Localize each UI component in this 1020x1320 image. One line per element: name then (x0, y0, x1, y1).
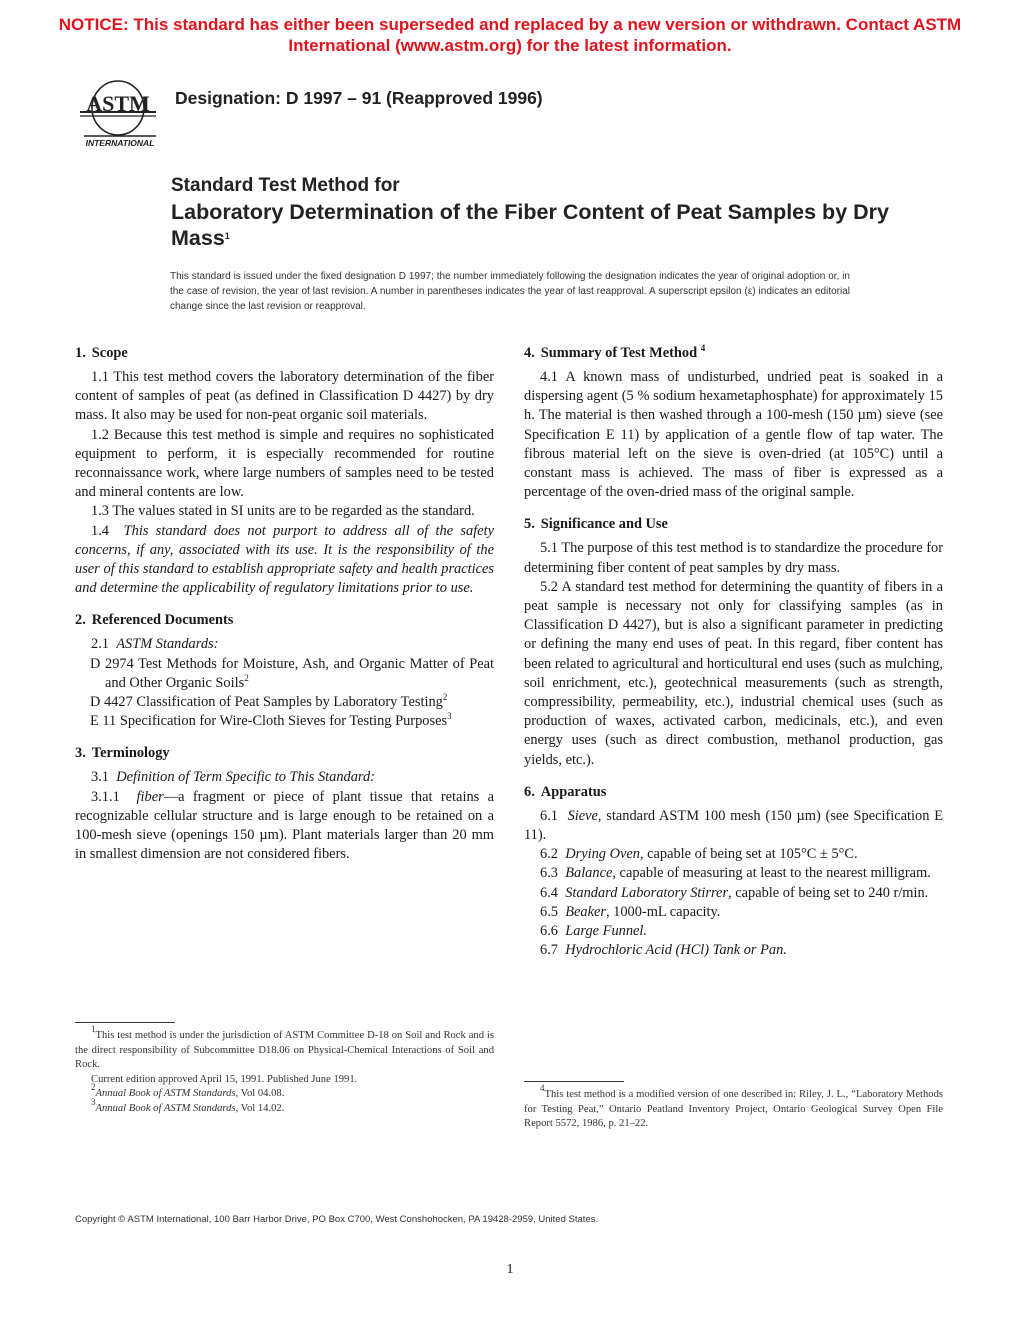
apparatus-item (524, 941, 943, 960)
footnote-1b: Current edition approved April 15, 1991. Published June 1991. (91, 1073, 358, 1085)
scope-p3: 1.3 The values stated in SI units are to be regarded as the standard. (91, 503, 475, 520)
footnote-mark: 3 (447, 711, 452, 722)
intro-paragraph: This standard is issued under the fixed designation D 1997; the number immediately following the designation indicates the year of original adoption or, in the case of revision, the year of last revision. A number in parentheses indicates the year of last reapproval. A superscript epsilon (ε) indicates an editorial change since the last revision or reapproval. (170, 271, 850, 312)
ref-d4427 (75, 693, 494, 712)
ref-text: D 4427 Classification of Peat Samples by Laboratory Testing (90, 694, 443, 711)
title-prefix: Standard Test Method for (171, 175, 400, 196)
left-column (75, 344, 494, 864)
designation: Designation: D 1997 – 91 (Reapproved 1996) (175, 88, 543, 108)
right-column (524, 344, 943, 960)
scope-p4 (75, 522, 494, 599)
significance-p1: 5.1 The purpose of this test method is to standardize the procedure for determining fiber content of peat samples by dry mass. (524, 540, 943, 576)
apparatus-term: Beaker (565, 903, 606, 920)
apparatus-term: Large Funnel. (565, 923, 648, 940)
footnote-divider (524, 1081, 624, 1082)
apparatus-text: , 1000-mL capacity. (605, 903, 721, 920)
para-number: 6.1 (540, 807, 558, 824)
terminology-p1 (75, 768, 494, 787)
scope-p1: 1.1 This test method covers the laboratory determination of the fiber content of samples of peat (as defined in Classification D 4427) by dry mass. It also may be used for non-peat organic soil materials. (75, 369, 494, 424)
ref-e11 (75, 712, 494, 731)
scope-p2: 1.2 Because this test method is simple and requires no sophisticated equipment to perform, it is especially recommended for routine reconnaissance work, where large numbers of samples need to be tested and mineral contents are low. (75, 426, 494, 501)
apparatus-term: Sieve (567, 807, 598, 824)
footnote-mark: 1 (91, 1024, 96, 1034)
apparatus-text: , capable of being set at 105°C ± 5°C. (639, 846, 858, 863)
footnote-text: , Vol 04.08. (235, 1088, 285, 1099)
significance-p2: 5.2 A standard test method for determining the quantity of fibers in a peat sample is necessary not only for classifying samples (as in Classification D 4427), but is also a significant parameter in predicting or defining the many end uses of peat. In this regard, fiber content has been related to agricultural and horticultural end uses (such as mulching, soil enrichment, etc.), geotechnical measurements (such as strength, compressibility, permeability, etc.), industrial chemical uses (such as production of waxes, activated carbon, medicinals, etc.), and even energy uses (such as direct combustion, methanol production, gas yields, etc.). (524, 578, 943, 768)
para-number: 6.3 (540, 865, 558, 882)
logo-subtext: INTERNATIONAL (85, 138, 155, 148)
footnote-3 (75, 1096, 494, 1117)
apparatus-item (524, 807, 943, 845)
terminology-p1-text: Definition of Term Specific to This Standard: (116, 769, 375, 786)
footnote-mark: 2 (244, 672, 249, 683)
section-heading-refdocs (75, 611, 494, 630)
section-heading-apparatus (524, 783, 943, 802)
section-title: Significance and Use (540, 516, 668, 533)
refdocs-sub-text: ASTM Standards: (116, 636, 219, 653)
logo-text: ASTM (86, 91, 150, 116)
withdrawal-notice (0, 14, 1020, 56)
para-number: 3.1 (91, 769, 109, 786)
section-title: Terminology (91, 745, 170, 762)
para-number: 1.4 (91, 522, 109, 539)
para-number: 6.2 (540, 846, 558, 863)
left-footnotes (75, 1022, 494, 1116)
apparatus-item (524, 864, 943, 883)
footnote-mark: 3 (91, 1096, 96, 1107)
section-heading-significance (524, 515, 943, 534)
definition-text: —a fragment or piece of plant tissue that retains a recognizable cellular structure and is large enough to be retained on a 100-mesh sieve (openings 150 µm). Plant materials larger than 20 mm in smallest dimension are not considered fibers. (75, 788, 494, 863)
section-heading-scope (75, 344, 494, 363)
footnote-text: This test method is under the jurisdiction of ASTM Committee D-18 on Soil and Rock and is the direct responsibility of Subcommittee D18.06 on Physical-Chemical Interactions of Soil and Rock. (75, 1030, 494, 1070)
terminology-p2 (75, 788, 494, 865)
right-footnotes (524, 1081, 943, 1132)
apparatus-text: , capable of being set to 240 r/min. (728, 884, 929, 901)
para-number: 6.6 (540, 923, 558, 940)
notice-line-2: International (www.astm.org) for the latest information. (288, 36, 732, 55)
astm-international-logo (76, 78, 160, 148)
defined-term: fiber (136, 788, 164, 805)
footnote-text: , Vol 14.02. (235, 1102, 285, 1114)
apparatus-text: , standard ASTM 100 mesh (150 µm) (see Specification E 11). (524, 807, 943, 844)
section-heading-summary (524, 344, 943, 363)
section-title: Scope (91, 345, 128, 361)
footnote-divider (75, 1022, 175, 1023)
section-number: 4. (524, 345, 535, 361)
footnote-text: This test method is a modified version of one described in: Riley, J. L., “Laboratory Methods for Testing Peat,” Ontario Peatland Inventory Project, Ontario Geological Survey Open File Report 5572, 1986, p. 21–22. (524, 1089, 943, 1129)
notice-line-1: NOTICE: This standard has either been superseded and replaced by a new version or withdrawn. Contact ASTM (58, 15, 962, 34)
section-title: Referenced Documents (91, 612, 234, 629)
footnote-mark: 4 (540, 1083, 545, 1093)
copyright-line: Copyright © ASTM International, 100 Barr Harbor Drive, PO Box C700, West Conshohocken, PA 19428-2959, United States. (75, 1214, 599, 1225)
refdocs-sub (75, 635, 494, 654)
apparatus-item (524, 922, 943, 941)
astm-logo-icon (76, 78, 160, 148)
document-title (171, 174, 891, 251)
summary-p1: 4.1 A known mass of undisturbed, undried peat is soaked in a dispersing agent (5 % sodium hexametaphosphate) for approximately 15 h. The material is then washed through a 100-mesh (150 µm) sieve (see Specification E 11) by application of a gentle flow of tap water. The fibrous material left on the sieve is oven-dried (at 105°C) until a constant mass is achieved. The mass of fiber is expressed as a percentage of the oven-dried mass of the original sample. (524, 369, 943, 501)
apparatus-text: , capable of measuring at least to the nearest milligram. (612, 865, 931, 882)
footnote-1 (75, 1024, 494, 1073)
ref-text: D 2974 Test Methods for Moisture, Ash, and Organic Matter of Peat and Other Organic Soils (90, 655, 494, 691)
footnote-2 (75, 1082, 494, 1102)
apparatus-term: Balance (565, 865, 613, 882)
section-title: Apparatus (540, 783, 607, 800)
apparatus-item (524, 903, 943, 922)
footnote-mark: 2 (442, 692, 448, 703)
apparatus-item (524, 845, 943, 864)
page-number: 1 (506, 1262, 514, 1277)
title-footnote-mark: 1 (224, 231, 230, 241)
ref-d2974 (75, 655, 494, 693)
title-main (171, 199, 891, 251)
apparatus-term: Hydrochloric Acid (HCl) Tank or Pan. (565, 942, 787, 959)
footnote-book: Annual Book of ASTM Standards (95, 1102, 236, 1114)
section-number: 5. (524, 516, 535, 533)
footnote-book: Annual Book of ASTM Standards (95, 1088, 236, 1099)
para-number: 2.1 (91, 636, 109, 653)
para-number: 6.7 (540, 942, 558, 959)
apparatus-term: Standard Laboratory Stirrer (565, 884, 729, 901)
section-number: 3. (75, 745, 86, 762)
para-number: 3.1.1 (91, 788, 120, 805)
apparatus-item (524, 884, 943, 903)
section-number: 2. (75, 612, 86, 629)
section-heading-terminology (75, 744, 494, 763)
para-number: 6.5 (540, 903, 558, 920)
ref-text: E 11 Specification for Wire-Cloth Sieves for Testing Purposes (90, 713, 448, 730)
section-title: Summary of Test Method (540, 345, 698, 361)
footnote-mark: 4 (700, 343, 706, 353)
section-number: 6. (524, 783, 535, 800)
scope-p4-text: This standard does not purport to address all of the safety concerns, if any, associated with its use. It is the responsibility of the user of this standard to establish appropriate safety and health practices and determine the applicability of regulatory limitations prior to use. (75, 522, 494, 597)
footnote-4 (524, 1083, 943, 1132)
footnote-mark: 2 (91, 1082, 96, 1092)
apparatus-term: Drying Oven (565, 846, 640, 863)
section-number: 1. (75, 345, 86, 361)
title-main-text: Laboratory Determination of the Fiber Content of Peat Samples by Dry Mass (171, 200, 889, 250)
para-number: 6.4 (540, 884, 558, 901)
